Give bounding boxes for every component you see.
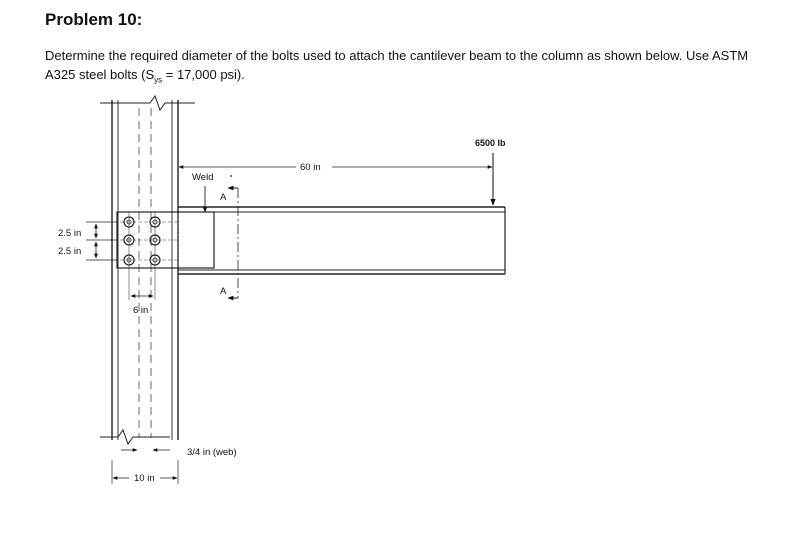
spacing-top-label: 2.5 in — [58, 228, 82, 239]
web-label: 3/4 in (web) — [187, 447, 237, 458]
weld-dot — [230, 175, 232, 177]
span-label: 60 in — [300, 162, 321, 173]
section-label-bottom: A — [220, 286, 227, 297]
spacing-bottom-label: 2.5 in — [58, 246, 82, 257]
beam — [178, 207, 505, 274]
desc-subscript: ys — [154, 75, 163, 85]
weld-label: Weld — [192, 172, 214, 183]
section-label-top: A — [220, 192, 227, 203]
problem-title: Problem 10: — [45, 10, 143, 29]
bolt-group — [120, 212, 178, 300]
load-label: 6500 lb — [475, 138, 506, 148]
desc-text-2: = 17,000 psi). — [162, 67, 245, 82]
desc-text-1: Determine the required diameter of the bolts used to attach the cantilever beam to the column as shown below. Use ASTM A325 steel bolts (S — [45, 48, 749, 82]
section-a-marker — [228, 188, 238, 298]
column-width-label: 10 in — [134, 473, 155, 484]
bolt-width-label: 6 in — [133, 305, 149, 316]
